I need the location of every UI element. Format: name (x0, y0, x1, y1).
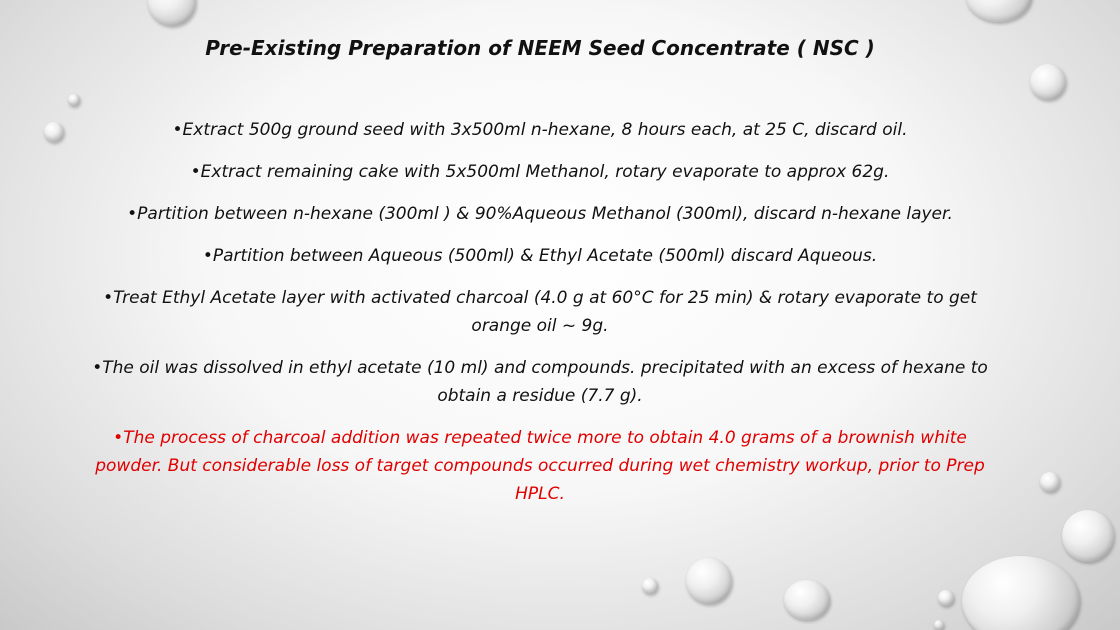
procedure-step: •Partition between Aqueous (500ml) & Ethyl Acetate (500ml) discard Aqueous. (202, 246, 878, 266)
highlighted-note: •The process of charcoal addition was repeated twice more to obtain 4.0 grams of a brownish white powder. But considerable loss of target compounds occurred during wet chemistry workup, prior to Prep HPLC. (95, 428, 985, 504)
procedure-step: •The oil was dissolved in ethyl acetate (10 ml) and compounds. precipitated with an excess of hexane to obtain a residue (7.7 g). (92, 358, 988, 406)
procedure-step: •Extract 500g ground seed with 3x500ml n-hexane, 8 hours each, at 25 C, discard oil. (172, 120, 908, 140)
procedure-step: •Extract remaining cake with 5x500ml Methanol, rotary evaporate to approx 62g. (190, 162, 890, 182)
water-droplet-decoration (1062, 510, 1114, 562)
water-droplet-decoration (642, 578, 658, 594)
water-droplet-decoration (962, 556, 1080, 630)
water-droplet-decoration (686, 558, 732, 604)
water-droplet-decoration (934, 620, 944, 630)
water-droplet-decoration (148, 0, 196, 26)
water-droplet-decoration (68, 94, 80, 106)
slide-title: Pre-Existing Preparation of NEEM Seed Concentrate ( NSC ) (205, 36, 875, 60)
procedure-step: •Treat Ethyl Acetate layer with activated charcoal (4.0 g at 60°C for 25 min) & rotary evaporate to get orange oil ~ 9g. (103, 288, 977, 336)
water-droplet-decoration (938, 590, 954, 606)
procedure-step: •Partition between n-hexane (300ml ) & 90%Aqueous Methanol (300ml), discard n-hexane layer. (127, 204, 953, 224)
water-droplet-decoration (44, 122, 64, 142)
water-droplet-decoration (966, 0, 1032, 22)
slide-body (80, 116, 1000, 522)
water-droplet-decoration (1030, 64, 1066, 100)
water-droplet-decoration (1040, 472, 1060, 492)
water-droplet-decoration (784, 580, 830, 620)
